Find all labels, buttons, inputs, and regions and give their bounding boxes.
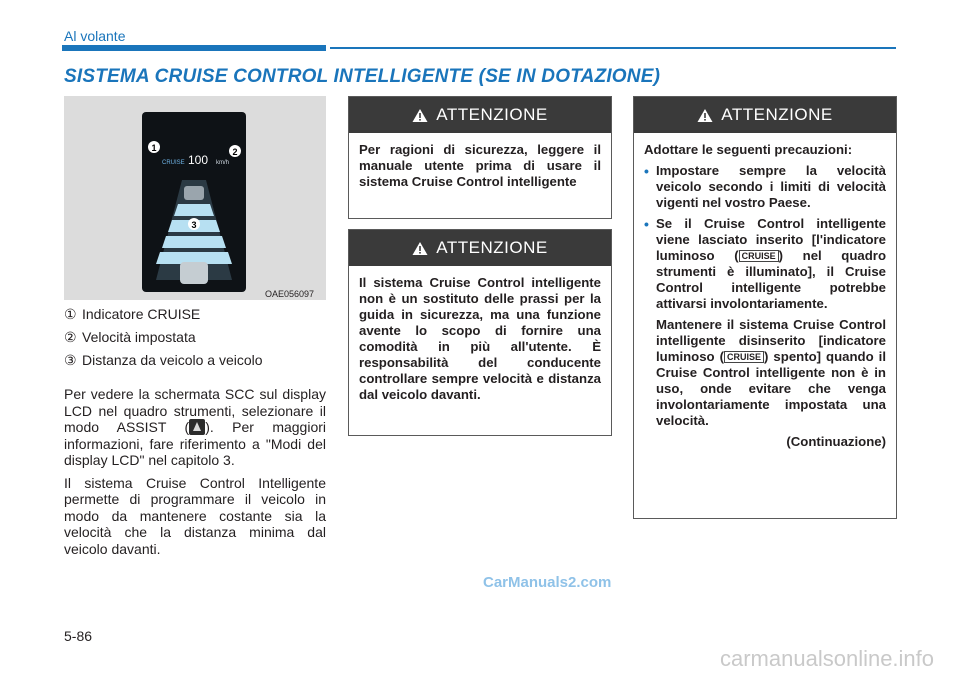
callout-3-number: 3 [191,220,197,230]
watermark-carmanualsonline: carmanualsonline.info [720,646,935,671]
callout-number: ③ [64,352,77,368]
distance-bar [174,204,214,216]
warning-bullet-list [644,163,886,312]
warning-text-part: ) nel quadro strumenti è illuminato], il Cruise Control intelligente potrebbe attivarsi involontariamente. [656,248,886,311]
warning-text-part: ) spento] quando il Cruise Control intelligente non è in uso, onde evitare che venga involontariamente impostata una velocità. [656,349,886,428]
warning-box [633,96,897,519]
cruise-text: CRUISE [162,160,185,166]
callout-item [64,306,326,323]
callout-item [64,329,326,346]
speed-unit-text: km/h [216,160,230,166]
assist-mode-icon [189,419,205,435]
callout-1-number: 1 [151,143,157,153]
header-rule-thin [330,47,896,49]
callout-text: Indicatore CRUISE [82,306,201,322]
cluster-display [142,112,246,292]
page-number: 5-86 [64,628,93,644]
continuation-note: (Continuazione) [786,434,886,449]
own-vehicle-icon [180,262,208,284]
body-text [64,386,326,563]
warning-body [634,133,896,463]
warning-header [349,97,611,133]
speed-text: 100 [188,153,209,167]
body-text-part: Per vedere la schermata SCC sul display LCD nel quadro strumenti, selezionare il modo ASSIST ( [64,386,326,435]
header-rule-thick [62,45,326,51]
warning-paragraph [644,317,886,429]
warning-intro: Adottare le seguenti precauzioni: [644,142,853,157]
distance-bar [162,236,226,248]
cruise-indicator-icon: CRUISE [739,250,779,262]
body-paragraph: Il sistema Cruise Control Intelligente permette di programmare il veicolo in modo da mantenere costante sia la velocità che la distanza minima dal veicolo davanti. [64,474,326,557]
warning-bullet [644,216,886,312]
callout-text: Distanza da veicolo a veicolo [82,352,263,368]
body-paragraph [64,386,326,469]
warning-text-part: Mantenere il sistema Cruise Control intelligente disinserito [indicatore luminoso ( [656,317,886,364]
warning-title: ATTENZIONE [721,105,833,124]
page-title: SISTEMA CRUISE CONTROL INTELLIGENTE (SE IN DOTAZIONE) [64,66,661,87]
warning-triangle-icon [412,108,428,123]
watermark-carmanuals2[interactable]: CarManuals2.com [483,574,612,591]
warning-body: Il sistema Cruise Control intelligente non è un sostituto delle prassi per la guida in sicurezza, ma una funzione avente lo scopo di fornire una comodità in più all'utente. È responsabilità del conducente controllare sempre velocità e distanza dal veicolo davanti. [359,275,601,402]
figure-code: OAE056097 [265,289,315,299]
body-text-part: ). Per maggiori informazioni, fare riferimento a "Modi del display LCD" nel capitolo 3. [64,419,327,468]
warning-box [348,96,612,219]
callout-number: ② [64,329,77,345]
warning-title: ATTENZIONE [436,105,548,124]
section-label: Al volante [64,28,126,44]
callout-item [64,352,326,369]
warning-body: Per ragioni di sicurezza, leggere il manuale utente prima di usare il sistema Cruise Control intelligente [359,142,601,189]
callout-number: ① [64,306,77,322]
cruise-indicator-icon: CRUISE [724,351,764,363]
callout-2-number: 2 [232,147,238,157]
warning-bullet: • Impostare sempre la velocità veicolo secondo i limiti di velocità vigenti nel vostro Paese. [644,163,886,211]
warning-header [349,230,611,266]
callout-text: Velocità impostata [82,329,196,345]
warning-triangle-icon [697,108,713,123]
warning-title: ATTENZIONE [436,238,548,257]
lead-vehicle-icon [184,186,204,200]
warning-triangle-icon [412,241,428,256]
warning-text-part: Se il Cruise Control intelligente viene lasciato inserito [l'indicatore luminoso ( [656,216,886,263]
scc-display-illustration [142,112,246,292]
warning-box [348,229,612,436]
callout-list [64,306,326,375]
warning-header [634,97,896,133]
